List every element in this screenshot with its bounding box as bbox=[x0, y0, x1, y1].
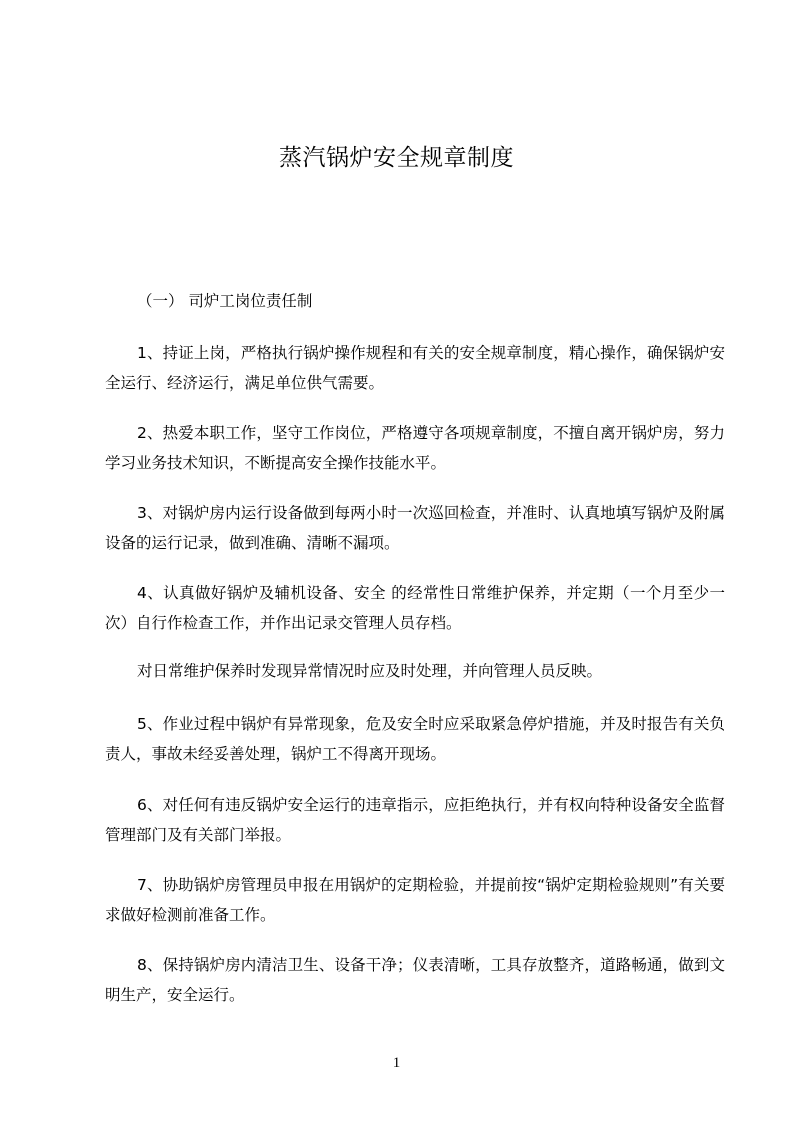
paragraph-3: 3、对锅炉房内运行设备做到每两小时一次巡回检查，并准时、认真地填写锅炉及附属设备的运行记录，做到准确、清晰不漏项。 bbox=[105, 504, 725, 552]
paragraph-note: 对日常维护保养时发现异常情况时应及时处理，并向管理人员反映。 bbox=[137, 662, 603, 680]
paragraph-1: 1、持证上岗，严格执行锅炉操作规程和有关的安全规章制度，精心操作，确保锅炉安全运行、经济运行，满足单位供气需要。 bbox=[105, 344, 725, 392]
paragraph-4: 4、认真做好锅炉及辅机设备、安全 的经常性日常维护保养，并定期（一个月至少一次）自行作检查工作，并作出记录交管理人员存档。 bbox=[105, 584, 725, 632]
paragraph-7: 7、协助锅炉房管理员申报在用锅炉的定期检验，并提前按“锅炉定期检验规则”有关要求做好检测前准备工作。 bbox=[105, 876, 725, 924]
paragraph-2: 2、热爱本职工作，坚守工作岗位，严格遵守各项规章制度，不擅自离开锅炉房，努力学习业务技术知识，不断提高安全操作技能水平。 bbox=[105, 424, 725, 472]
paragraph-5: 5、作业过程中锅炉有异常现象，危及安全时应采取紧急停炉措施，并及时报告有关负责人，事故未经妥善处理，锅炉工不得离开现场。 bbox=[105, 715, 725, 763]
page-number: 1 bbox=[392, 1055, 401, 1071]
paragraph-8: 8、保持锅炉房内清洁卫生、设备干净；仪表清晰，工具存放整齐，道路畅通，做到文明生产，安全运行。 bbox=[105, 956, 725, 1004]
document-title: 蒸汽锅炉安全规章制度 bbox=[279, 145, 514, 171]
section-heading: （一） 司炉工岗位责任制 bbox=[137, 292, 313, 310]
paragraph-6: 6、对任何有违反锅炉安全运行的违章指示，应拒绝执行，并有权向特种设备安全监督管理部门及有关部门举报。 bbox=[105, 796, 725, 844]
